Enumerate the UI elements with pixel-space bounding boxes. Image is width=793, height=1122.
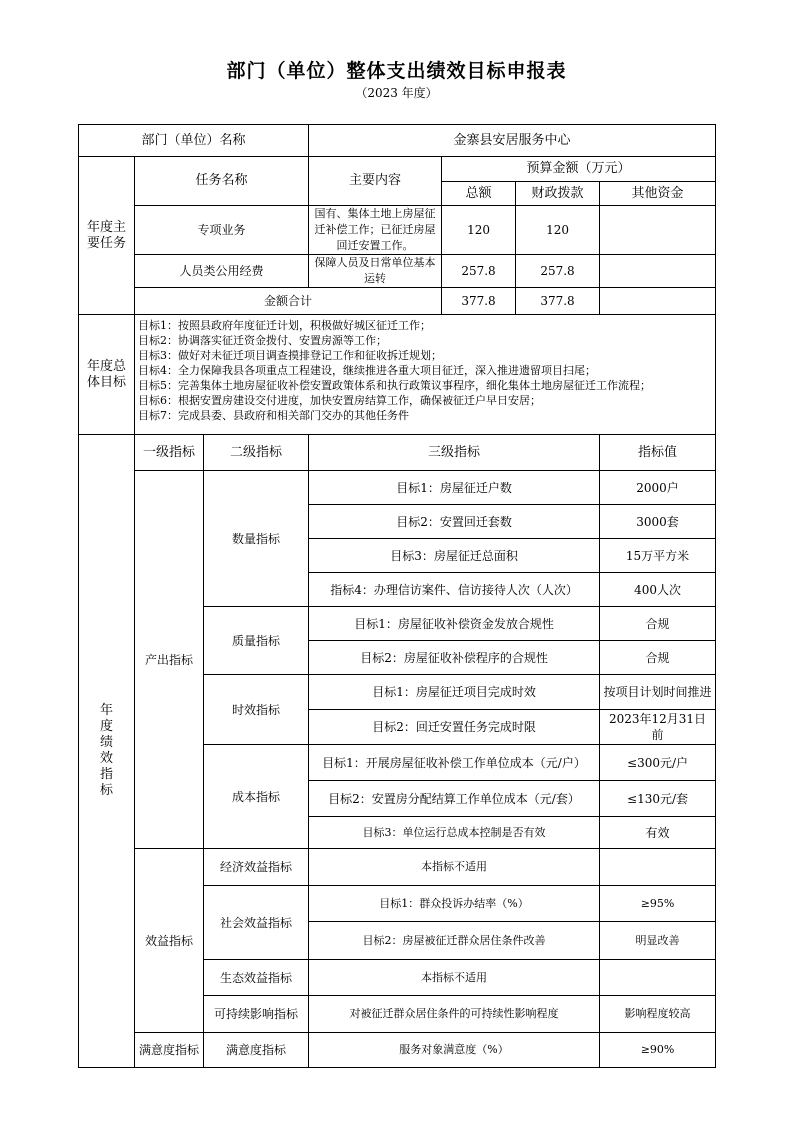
- task-other: [600, 255, 716, 288]
- l2-timeliness: 时效指标: [204, 675, 309, 745]
- l3-value: 合规: [600, 607, 716, 641]
- form-title: 部门（单位）整体支出绩效目标申报表: [226, 60, 567, 82]
- l3-value: ≥90%: [600, 1033, 716, 1068]
- l3-value: [600, 849, 716, 886]
- l2-economic: 经济效益指标: [204, 849, 309, 886]
- tasks-col-budget: 预算金额（万元）: [442, 157, 716, 182]
- l2-quantity: 数量指标: [204, 471, 309, 607]
- l3-name: 目标1：群众投诉办结率（%）: [309, 886, 600, 922]
- tasks-sum-other: [600, 288, 716, 315]
- dept-value: 金寨县安居服务中心: [309, 125, 716, 157]
- l3-value: 15万平方米: [600, 539, 716, 573]
- l2-ecological: 生态效益指标: [204, 960, 309, 996]
- tasks-sum-row: [79, 288, 716, 315]
- l3-value: 400人次: [600, 573, 716, 607]
- l3-name: 目标2：房屋被征迁群众居住条件改善: [309, 922, 600, 960]
- goals-list: [135, 315, 716, 435]
- l3-name: 目标2：回迁安置任务完成时限: [309, 710, 600, 745]
- l1-benefit: 效益指标: [135, 849, 204, 1033]
- task-other: [600, 206, 716, 255]
- l3-value: 合规: [600, 641, 716, 675]
- tasks-header-row-1: [79, 157, 716, 182]
- tasks-col-content: 主要内容: [309, 157, 442, 206]
- l2-quality: 质量指标: [204, 607, 309, 675]
- l3-value: [600, 960, 716, 996]
- col-l1: 一级指标: [135, 435, 204, 471]
- indicators-header-row: [79, 435, 716, 471]
- l2-cost: 成本指标: [204, 745, 309, 849]
- indicator-row: [79, 1033, 716, 1068]
- tasks-sum-total: 377.8: [442, 288, 516, 315]
- goal-item: 目标2：协调落实征迁资金拨付、安置房源等工作；: [138, 334, 387, 347]
- goal-item: 目标3：做好对未征迁项目调查摸排登记工作和征收拆迁规划；: [138, 349, 442, 362]
- tasks-sum-fiscal: 377.8: [516, 288, 600, 315]
- l3-value: 2023年12月31日前: [600, 710, 716, 745]
- task-content: 保障人员及日常单位基本运转: [309, 255, 442, 288]
- l2-satisfaction: 满意度指标: [204, 1033, 309, 1068]
- task-fiscal: 257.8: [516, 255, 600, 288]
- goals-row: [79, 315, 716, 435]
- dept-label: 部门（单位）名称: [79, 125, 309, 157]
- l3-name: 服务对象满意度（%）: [309, 1033, 600, 1068]
- goals-section-label: 年度总体目标: [79, 315, 135, 435]
- task-total: 120: [442, 206, 516, 255]
- tasks-col-other: 其他资金: [600, 182, 716, 206]
- l3-name: 目标2：安置回迁套数: [309, 505, 600, 539]
- goal-item: 目标5：完善集体土地房屋征收补偿安置政策体系和执行政策议事程序，细化集体土地房屋征迁工作流程；: [138, 379, 651, 392]
- l2-sustainable: 可持续影响指标: [204, 996, 309, 1033]
- indicator-row: [79, 849, 716, 886]
- l3-name: 目标2：安置房分配结算工作单位成本（元/套）: [309, 781, 600, 817]
- l3-value: 3000套: [600, 505, 716, 539]
- l3-value: 有效: [600, 817, 716, 849]
- l3-value: 按项目计划时间推进: [600, 675, 716, 710]
- indicators-section-label: [79, 435, 135, 1068]
- task-fiscal: 120: [516, 206, 600, 255]
- col-l3: 三级指标: [309, 435, 600, 471]
- tasks-sum-label: 金额合计: [135, 288, 442, 315]
- task-content: 国有、集体土地上房屋征迁补偿工作；已征迁房屋回迁安置工作。: [309, 206, 442, 255]
- indicators-section-label-text: 年度绩效指标: [99, 703, 113, 798]
- goal-item: 目标4：全力保障我县各项重点工程建设，继续推进各重大项目征迁，深入推进遗留项目扫尾；: [138, 364, 596, 377]
- l3-name: 目标3：房屋征迁总面积: [309, 539, 600, 573]
- task-name: 人员类公用经费: [135, 255, 309, 288]
- l3-name: 本指标不适用: [309, 960, 600, 996]
- l3-name: 目标1：开展房屋征收补偿工作单位成本（元/户）: [309, 745, 600, 781]
- l3-name: 目标1：房屋征收补偿资金发放合规性: [309, 607, 600, 641]
- l3-name: 目标3：单位运行总成本控制是否有效: [309, 817, 600, 849]
- l3-value: 明显改善: [600, 922, 716, 960]
- tasks-section-label: 年度主要任务: [79, 157, 135, 315]
- task-name: 专项业务: [135, 206, 309, 255]
- l3-name: 本指标不适用: [309, 849, 600, 886]
- l3-value: ≤300元/户: [600, 745, 716, 781]
- form-year: （2023 年度）: [355, 86, 438, 100]
- l3-name: 目标2：房屋征收补偿程序的合规性: [309, 641, 600, 675]
- col-l2: 二级指标: [204, 435, 309, 471]
- goal-item: 目标6：根据安置房建设交付进度，加快安置房结算工作，确保被征迁户早日安居；: [138, 394, 541, 407]
- goal-item: 目标7：完成县委、县政府和相关部门交办的其他任务件: [138, 409, 409, 422]
- l3-value: ≥95%: [600, 886, 716, 922]
- goal-item: 目标1：按照县政府年度征迁计划，积极做好城区征迁工作；: [138, 319, 431, 332]
- l1-satisfaction: 满意度指标: [135, 1033, 204, 1068]
- l3-name: 对被征迁群众居住条件的可持续性影响程度: [309, 996, 600, 1033]
- task-total: 257.8: [442, 255, 516, 288]
- l3-name: 目标1：房屋征迁项目完成时效: [309, 675, 600, 710]
- l3-value: ≤130元/套: [600, 781, 716, 817]
- col-value: 指标值: [600, 435, 716, 471]
- indicator-row: [79, 471, 716, 505]
- l3-value: 影响程度较高: [600, 996, 716, 1033]
- tasks-col-fiscal: 财政拨款: [516, 182, 600, 206]
- tasks-col-total: 总额: [442, 182, 516, 206]
- l2-social: 社会效益指标: [204, 886, 309, 960]
- task-row: [79, 206, 716, 255]
- l1-output: 产出指标: [135, 471, 204, 849]
- performance-form-table: [78, 124, 716, 1068]
- l3-value: 2000户: [600, 471, 716, 505]
- l3-name: 目标1：房屋征迁户数: [309, 471, 600, 505]
- tasks-col-task: 任务名称: [135, 157, 309, 206]
- task-row: [79, 255, 716, 288]
- dept-row: [79, 125, 716, 157]
- l3-name: 指标4：办理信访案件、信访接待人次（人次）: [309, 573, 600, 607]
